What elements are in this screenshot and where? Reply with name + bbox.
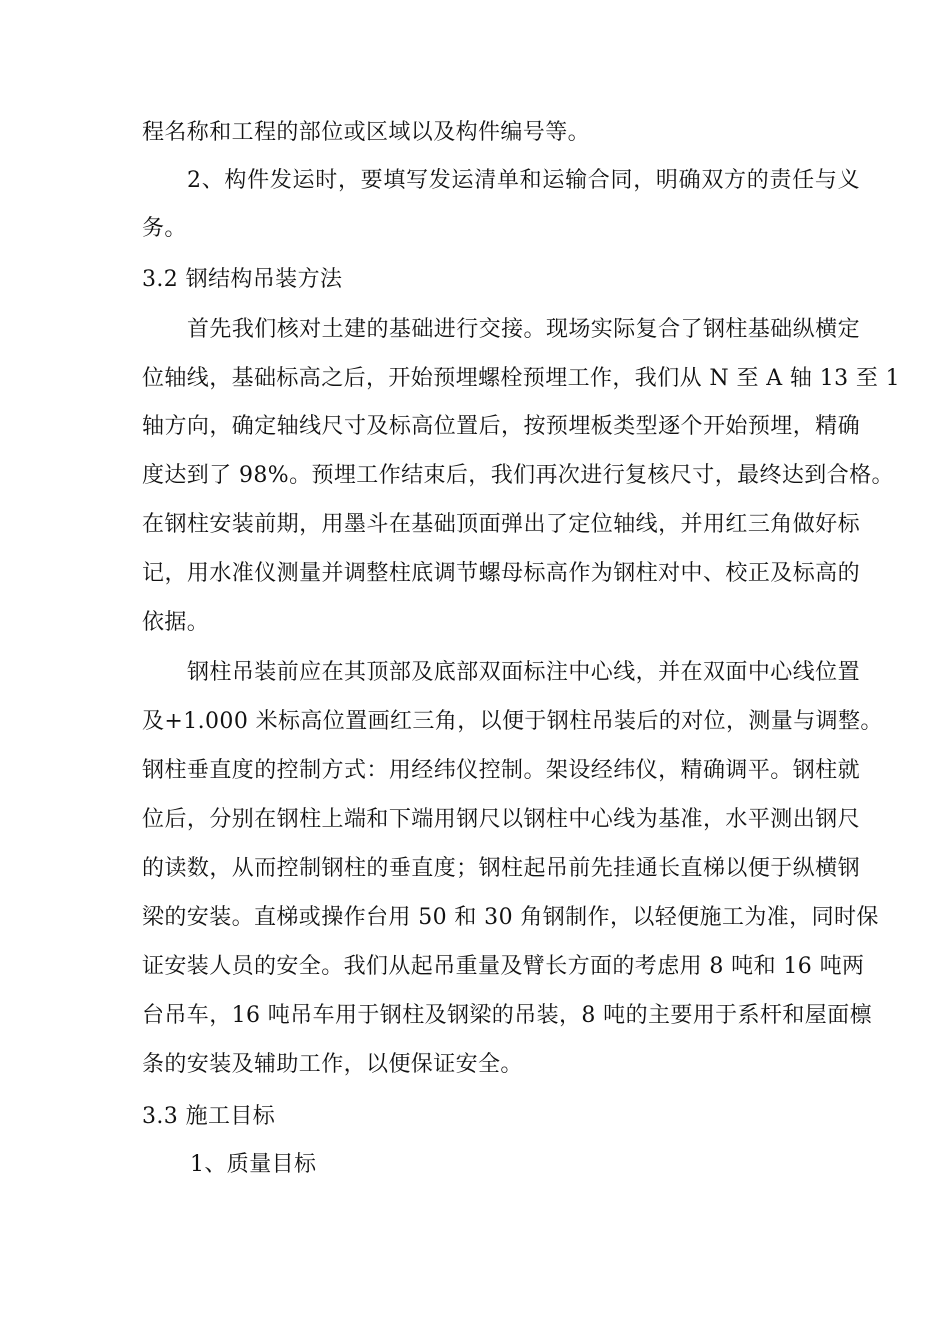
text-line: 及+1.000 米标高位置画红三角，以便于钢柱吊装后的对位，测量与调整。 [142, 709, 883, 734]
text-line: 程名称和工程的部位或区域以及构件编号等。 [142, 120, 591, 145]
text-line: 依据。 [142, 610, 210, 635]
text-line: 位轴线，基础标高之后，开始预埋螺栓预埋工作，我们从 N 至 A 轴 13 至 1 [142, 366, 901, 391]
text-line: 台吊车，16 吨吊车用于钢柱及钢梁的吊装，8 吨的主要用于系杆和屋面檩 [142, 1003, 872, 1028]
text-line: 2、构件发运时，要填写发运清单和运输合同，明确双方的责任与义 [187, 168, 860, 193]
text-line: 轴方向，确定轴线尺寸及标高位置后，按预埋板类型逐个开始预埋，精确 [142, 414, 860, 439]
text-line: 的读数，从而控制钢柱的垂直度；钢柱起吊前先挂通长直梯以便于纵横钢 [142, 856, 860, 881]
text-line: 度达到了 98%。预埋工作结束后，我们再次进行复核尺寸，最终达到合格。 [142, 463, 894, 488]
text-line: 条的安装及辅助工作，以便保证安全。 [142, 1052, 523, 1077]
subsection-heading: 1、质量目标 [190, 1152, 317, 1177]
text-line: 钢柱吊装前应在其顶部及底部双面标注中心线，并在双面中心线位置 [187, 660, 860, 685]
text-line: 首先我们核对土建的基础进行交接。现场实际复合了钢柱基础纵横定 [187, 317, 860, 342]
text-line: 在钢柱安装前期，用墨斗在基础顶面弹出了定位轴线，并用红三角做好标 [142, 512, 860, 537]
text-line: 证安装人员的安全。我们从起吊重量及臂长方面的考虑用 8 吨和 16 吨两 [142, 954, 865, 979]
text-line: 钢柱垂直度的控制方式：用经纬仪控制。架设经纬仪，精确调平。钢柱就 [142, 758, 860, 783]
text-line: 梁的安装。直梯或操作台用 50 和 30 角钢制作，以轻便施工为准，同时保 [142, 905, 879, 930]
text-line: 务。 [142, 216, 187, 241]
section-heading: 3.3 施工目标 [142, 1104, 276, 1129]
section-heading: 3.2 钢结构吊装方法 [142, 267, 343, 292]
text-line: 记，用水准仪测量并调整柱底调节螺母标高作为钢柱对中、校正及标高的 [142, 561, 860, 586]
text-line: 位后，分别在钢柱上端和下端用钢尺以钢柱中心线为基准，水平测出钢尺 [142, 807, 860, 832]
